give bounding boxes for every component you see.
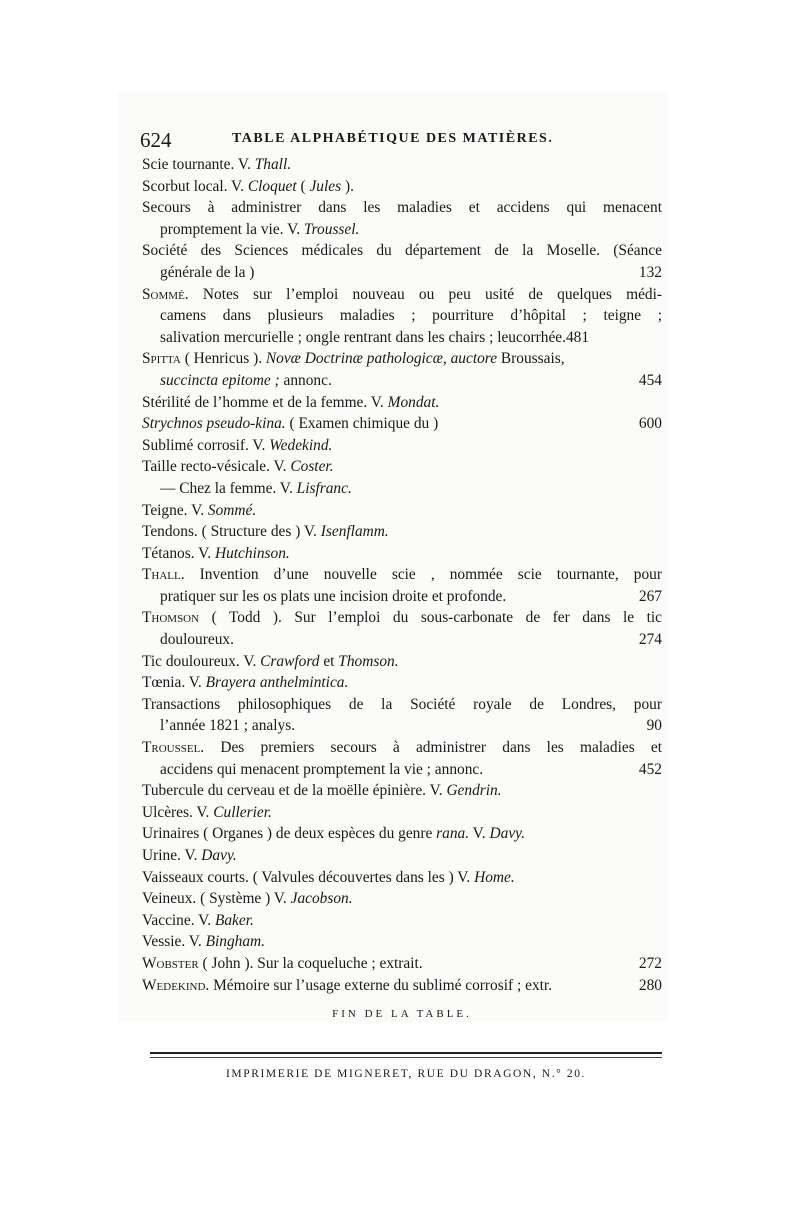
page-ref: 454 (638, 371, 662, 389)
index-line: pratiquer sur les os plats une incision droite et profonde. 267 (142, 586, 662, 608)
running-header (140, 128, 660, 154)
index-line: Vaisseaux courts. ( Valvules découvertes dans les ) V. Home. (142, 868, 515, 886)
index-line: Urine. V. Davy. (142, 847, 237, 864)
index-line: Urinaires ( Organes ) de deux espèces du genre rana. V. Davy. (142, 825, 525, 843)
index-line: Spitta ( Henricus ). Novæ Doctrinæ pathologicæ, auctore Broussais, (142, 350, 565, 368)
index-line: Wedekind. Mémoire sur l’usage externe du sublimé corrosif ; extr. 280 (142, 975, 662, 997)
page-ref: 272 (638, 954, 662, 972)
index-line: douloureux. 274 (142, 629, 662, 651)
index-line: Teigne. V. Sommé. (142, 501, 257, 519)
page-ref: 280 (638, 976, 662, 994)
index-line: promptement la vie. V. Troussel. (160, 220, 360, 238)
index-line: Ulcères. V. Cullerier. (142, 803, 272, 821)
page-ref: 600 (638, 415, 662, 433)
footer-rule-thin (150, 1057, 662, 1058)
index-line: Strychnos pseudo-kina. ( Examen chimique du ) 600 (142, 413, 662, 435)
page-number: 624 (140, 128, 172, 152)
index-line: Sublimé corrosif. V. Wedekind. (142, 436, 333, 454)
index-line: Sommé. Notes sur l’emploi nouveau ou peu usité de quelques médi- (142, 285, 662, 303)
index-line: Tubercule du cerveau et de la moëlle épinière. V. Gendrin. (142, 782, 502, 800)
index-line: Troussel. Des premiers secours à administrer dans les maladies et (142, 739, 662, 757)
index-line: l’année 1821 ; analys. 90 (142, 715, 662, 737)
index-line: Taille recto-vésicale. V. Coster. (142, 458, 334, 476)
index-line: Vessie. V. Bingham. (142, 933, 265, 951)
index-line: générale de la ) 132 (142, 262, 662, 284)
index-entries (142, 154, 662, 996)
page-ref: 452 (638, 760, 662, 778)
index-line: camens dans plusieurs maladies ; pourriture d’hôpital ; teigne ; (160, 307, 662, 325)
page-ref: 274 (638, 631, 662, 649)
index-line: succincta epitome ; annonc. 454 (142, 370, 662, 392)
index-line: salivation mercurielle ; ongle rentrant dans les chairs ; leucorrhée.481 (160, 328, 590, 346)
running-title: TABLE ALPHABÉTIQUE DES MATIÈRES. (232, 131, 554, 146)
index-line: Tendons. ( Structure des ) V. Isenflamm. (142, 523, 389, 541)
index-line: Thomson ( Todd ). Sur l’emploi du sous-carbonate de fer dans le tic (142, 609, 662, 627)
index-line: Transactions philosophiques de la Société royale de Londres, pour (142, 695, 662, 713)
index-line: Veineux. ( Système ) V. Jacobson. (142, 890, 353, 908)
page-ref: 267 (638, 587, 662, 605)
index-line: — Chez la femme. V. Lisfranc. (160, 479, 352, 497)
index-line: Scorbut local. V. Cloquet ( Jules ). (142, 177, 354, 195)
index-line: Wobster ( John ). Sur la coqueluche ; extrait. 272 (142, 953, 662, 975)
page-ref: 132 (638, 263, 662, 281)
page-ref: 90 (646, 717, 662, 735)
index-line: Thall. Invention d’une nouvelle scie , nommée scie tournante, pour (142, 566, 662, 584)
index-line: Tétanos. V. Hutchinson. (142, 544, 290, 562)
index-line: Société des Sciences médicales du département de la Moselle. (Séance (142, 242, 662, 260)
printer-imprint: IMPRIMERIE DE MIGNERET, RUE DU DRAGON, N.° 20. (225, 1068, 587, 1080)
index-line: Stérilité de l’homme et de la femme. V. Mondat. (142, 393, 440, 411)
index-line: Tœnia. V. Brayera anthelmintica. (142, 674, 349, 692)
footer-rule (150, 1052, 662, 1054)
index-line: Secours à administrer dans les maladies et accidens qui menacent (142, 199, 662, 217)
index-line: accidens qui menacent promptement la vie ; annonc. 452 (142, 759, 662, 781)
index-line: Scie tournante. V. Thall. (142, 156, 292, 173)
end-of-table: FIN DE LA TABLE. (332, 1008, 472, 1020)
index-line: Vaccine. V. Baker. (142, 911, 254, 929)
index-line: Tic douloureux. V. Crawford et Thomson. (142, 652, 399, 670)
